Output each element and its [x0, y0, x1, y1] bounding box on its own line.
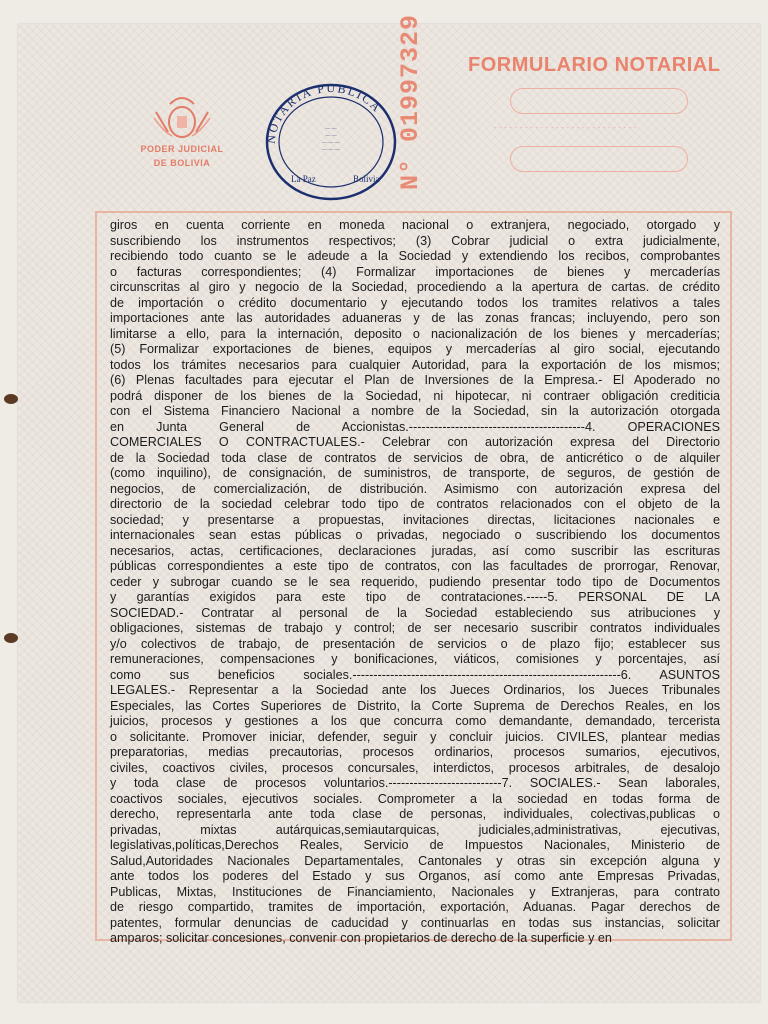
coat-of-arms-icon: [150, 92, 214, 142]
form-title: FORMULARIO NOTARIAL: [468, 54, 721, 76]
document-line: de importación o crédito documentario y ejecutando todos los tramites relativos a tales: [110, 295, 720, 310]
document-line: derecho, representarla ante toda clase de personas, individuales, colectivas,publicas o: [110, 807, 720, 821]
binder-hole: [4, 394, 18, 404]
document-line: ante todos los poderes del Estado y sus Organos, así como ante Empresas Privadas,: [110, 869, 720, 883]
document-line: todos los trámites necesarios para cualquier Autoridad, para la exportación de los mismos;: [110, 357, 720, 372]
document-line: preparatorias, medias precautorias, procesos ordinarios, procesos sumarios, ejecutivos,: [110, 745, 720, 759]
binder-hole: [4, 633, 18, 643]
document-line: legislativas,políticas,Derechos Reales, Servicio de Impuestos Nacionales, Ministerio de: [110, 838, 720, 852]
document-line: Publicas, Mixtas, Instituciones de Financiamiento, Nacionales y Extranjeras, para contrato: [110, 884, 720, 899]
form-field-box: [510, 88, 688, 114]
document-line: remuneraciones, compensaciones y bonificaciones, viáticos, comisiones y porcentajes, así: [110, 652, 720, 666]
seal-city: La Paz: [291, 174, 316, 184]
document-line: internacionales sean estas públicas o privadas, negociado o suscribiendo los documentos: [110, 528, 720, 542]
document-line: SOCIEDAD.- Contratar al personal de la Sociedad estableciendo sus atribuciones y: [110, 605, 720, 620]
document-line: Salud,Autoridades Nacionales Departamentales, Cantonales y otras sin excepción alguna y: [110, 853, 720, 868]
document-body: [110, 218, 720, 945]
document-line: directorio de la sociedad celebrar todo tipo de contratos relacionados con el objeto de la: [110, 497, 720, 511]
seal-ring-text: NOTARIA PUBLICA: [263, 82, 385, 145]
seal-country: Bolivia: [353, 174, 380, 184]
document-line: y toda clase de procesos voluntarios.---------------------------7. SOCIALES.- Sean laborales,: [110, 776, 720, 790]
document-line: recibiendo todo cuanto se le adeude a la Sociedad y extendiendo los recibos, comprobantes: [110, 249, 720, 263]
document-line: privadas, mixtas autárquicas,semiautarquicas, judiciales,administrativas, ejecutivas,: [110, 822, 720, 837]
document-line: giros en cuenta corriente en moneda nacional o extranjera, negociado, otorgado y: [110, 218, 720, 232]
document-line: suscribiendo los instrumentos respectivos; (3) Cobrar judicial o extra judicialmente,: [110, 233, 720, 248]
document-line: Especiales, las Cortes Superiores de Distrito, la Corte Suprema de Derechos Reales, en los: [110, 698, 720, 713]
document-line: coactivos sociales, ejecutivos sociales. Comprometer a la sociedad en todas forma de: [110, 791, 720, 806]
resolution-line: - - - - - - - - - - - - - - - - - - - - - - - - - - - -: [494, 123, 637, 132]
issuer-name-line2: DE BOLIVIA: [153, 158, 211, 168]
document-line: o solicitante. Promover iniciar, defender, seguir y concluir juicios. CIVILES, plantear medias: [110, 729, 720, 744]
document-line: circunscritas al giro y negocio de la Sociedad, procediendo a la apertura de cartas. de crédito: [110, 280, 720, 294]
document-line: civiles, coactivos civiles, procesos concursales, interdictos, procesos arbitrales, de desalojo: [110, 760, 720, 775]
document-line: públicas correspondientes a este tipo de contratos, con las facultades de prorrogar, Renovar,: [110, 559, 720, 573]
serial-number: N° 01997329: [396, 13, 425, 190]
document-line: necesarios, actas, certificaciones, declaraciones juradas, así como suscribir las escrituras: [110, 543, 720, 558]
document-line: y/o colectivos de trabajo, de presentación de servicios o de plazo fijo; establecer sus: [110, 636, 720, 651]
document-line: (6) Plenas facultades para ejecutar el Plan de Inversiones de la Empresa.- El Apoderado no: [110, 373, 720, 387]
document-line: podrá disponer de los bienes de la Sociedad, ni hipotecar, ni contraer obligación crediticia: [110, 388, 720, 403]
document-line: y garantías exigidos para este tipo de contrataciones.-----5. PERSONAL DE LA: [110, 590, 720, 604]
document-line: LEGALES.- Representar a la Sociedad ante los Jueces Ordinarios, los Jueces Tribunales: [110, 683, 720, 697]
document-line: COMERCIALES O CONTRACTUALES.- Celebrar con autorización expresa del Directorio: [110, 435, 720, 449]
document-line: (como inquilino), de consignación, de suministros, de transporte, de seguros, de gestión de: [110, 466, 720, 480]
document-line: importaciones ante las autoridades aduaneras y de las zonas francas; incluyendo, pero son: [110, 311, 720, 325]
document-line: limitarse a ello, para la internación, deposito o nacionalización de los bienes y mercaderías;: [110, 326, 720, 341]
document-line: con el Sistema Financiero Nacional a nombre de la Sociedad, sin la autorización otorgada: [110, 404, 720, 418]
document-line: amparos; solicitar concesiones, convenir con propietarios de derecho de la superficie y en: [110, 931, 612, 945]
seal-inner-text: — — — — — — — — — —: [322, 127, 340, 153]
document-line: juicios, procesos y gestiones a los que concurra como demandante, demandado, tercerista: [110, 714, 720, 728]
document-line: ceder y subrogar cuando se le sea requerido, pudiendo presentar todo tipo de Documentos: [110, 574, 720, 589]
document-line: de riesgo compartido, tramites de importación, exportación, Aduanas. Pagar derechos de: [110, 900, 720, 914]
document-line: en Junta General de Accionistas.------------------------------------------4. OPERACIONES: [110, 419, 720, 434]
value-field-box: [510, 146, 688, 172]
document-line: de la Sociedad toda clase de contratos de servicios de obra, de anticrético o de alquiler: [110, 450, 720, 465]
issuer-name-line1: PODER JUDICIAL: [140, 144, 224, 154]
document-line: sociedad; y presentarse a propuestas, invitaciones directas, licitaciones nacionales e: [110, 512, 720, 527]
document-line: (5) Formalizar exportaciones de bienes, equipos y mercaderías al giro social, ejecutando: [110, 342, 720, 356]
document-line: patentes, formular denuncias de caducidad y continuarlas en todas sus instancias, solicitar: [110, 915, 720, 930]
coat-of-arms-logo: [130, 92, 234, 170]
document-line: obligaciones, sistemas de trabajo y control; de ser necesario suscribir contratos individuales: [110, 621, 720, 635]
notary-seal: [255, 82, 405, 207]
document-line: negocios, de comercialización, de distribución. Asimismo con autorización expresa del: [110, 481, 720, 496]
document-line: como sus beneficios sociales.----------------------------------------------------------------6. ASUNTOS: [110, 667, 720, 682]
document-line: o facturas correspondientes; (4) Formalizar importaciones de bienes y mercaderías: [110, 264, 720, 279]
